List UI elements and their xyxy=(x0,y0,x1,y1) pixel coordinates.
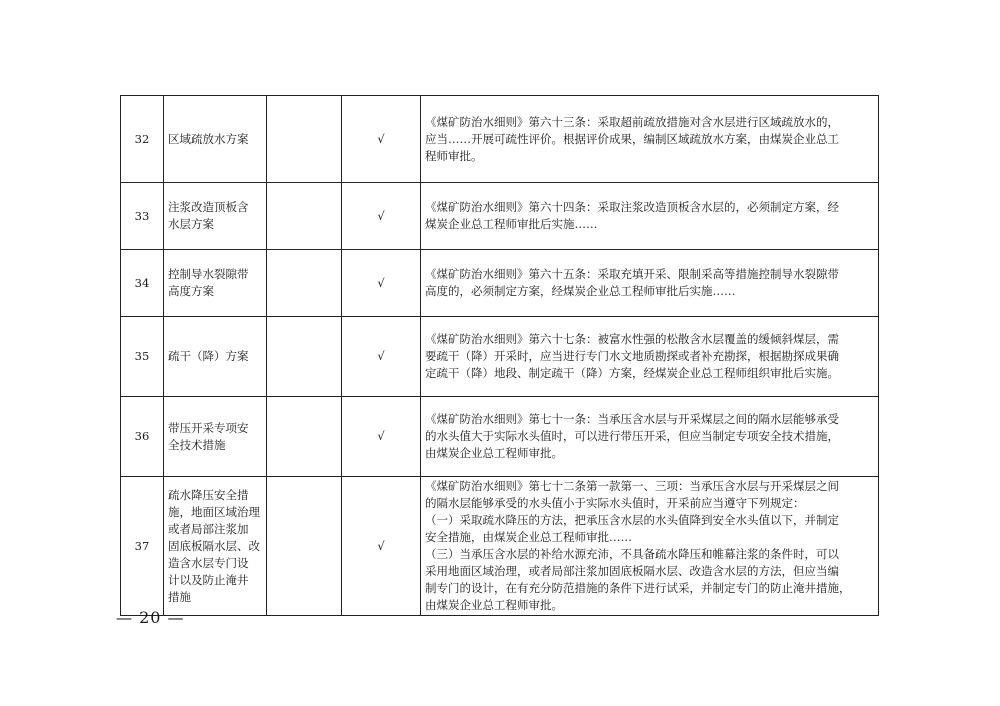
regulation-basis-line: 由煤炭企业总工程师审批。 xyxy=(425,446,563,460)
item-name-line: 计以及防止淹井 xyxy=(168,572,249,587)
item-name-line: 区域疏放水方案 xyxy=(168,131,249,146)
check-mark: √ xyxy=(342,250,421,317)
regulation-basis-line: 的隔水层能够承受的水头值小于实际水头值时，开采前应当遵守下列规定： xyxy=(425,496,805,510)
item-name-line: 水层方案 xyxy=(168,217,214,231)
item-name-line: 措施 xyxy=(168,589,191,604)
item-name-line: 固底板隔水层、改 xyxy=(168,538,260,553)
regulation-basis-line: 定疏干（降）地段、制定疏干（降）方案，经煤炭企业总工程师组织审批后实施。 xyxy=(425,366,839,380)
item-name-cell xyxy=(164,250,267,317)
item-name-cell xyxy=(164,96,267,183)
regulation-basis-line: 应当……开展可疏性评价。根据评价成果，编制区域疏放水方案，由煤炭企业总工 xyxy=(425,131,839,146)
check-mark: √ xyxy=(342,317,421,397)
row-number: 35 xyxy=(121,317,164,397)
item-name-line: 控制导水裂隙带 xyxy=(168,267,249,281)
table-row xyxy=(121,397,879,477)
item-name-line: 注浆改造顶板含 xyxy=(168,200,249,214)
item-name-line: 造含水层专门设 xyxy=(168,555,249,570)
regulation-basis-cell xyxy=(421,250,879,317)
check-mark: √ xyxy=(342,96,421,183)
item-name-line: 施，地面区域治理 xyxy=(168,504,260,519)
table-row xyxy=(121,477,879,616)
empty-cell xyxy=(267,477,342,616)
regulation-basis-cell xyxy=(421,317,879,397)
regulation-basis-cell xyxy=(421,397,879,477)
regulation-table xyxy=(120,95,879,616)
regulation-basis-line: 程师审批。 xyxy=(425,148,483,163)
empty-cell xyxy=(267,183,342,250)
regulation-basis-line: 《煤矿防治水细则》第六十四条：采取注浆改造顶板含水层的，必须制定方案，经 xyxy=(425,200,839,214)
regulation-basis-cell xyxy=(421,183,879,250)
row-number: 37 xyxy=(121,477,164,616)
regulation-basis-line: 《煤矿防治水细则》第六十三条：采取超前疏放措施对含水层进行区域疏放水的， xyxy=(425,114,839,129)
check-mark: √ xyxy=(342,183,421,250)
item-name-line: 高度方案 xyxy=(168,284,214,298)
regulation-basis-line: 安全措施，由煤炭企业总工程师审批…… xyxy=(425,530,632,544)
regulation-basis-line: 《煤矿防治水细则》第六十五条：采取充填开采、限制采高等措施控制导水裂隙带 xyxy=(425,267,839,281)
regulation-basis-line: 要疏干（降）开采时，应当进行专门水文地质勘探或者补充勘探，根据勘探成果确 xyxy=(425,349,839,363)
item-name-cell xyxy=(164,477,267,616)
regulation-basis-line: （三）当承压含水层的补给水源充沛，不具备疏水降压和帷幕注浆的条件时，可以 xyxy=(425,547,839,561)
row-number: 33 xyxy=(121,183,164,250)
item-name-line: 全技术措施 xyxy=(168,437,226,452)
page-number: — 20 — xyxy=(116,608,185,627)
regulation-basis-cell xyxy=(421,96,879,183)
item-name-cell xyxy=(164,397,267,477)
regulation-basis-line: 由煤炭企业总工程师审批。 xyxy=(425,598,563,612)
regulation-basis-line: 采用地面区域治理，或者局部注浆加固底板隔水层、改造含水层的方法，但应当编 xyxy=(425,564,839,578)
empty-cell xyxy=(267,250,342,317)
regulation-basis-line: 《煤矿防治水细则》第七十二条第一款第一、三项：当承压含水层与开采煤层之间 xyxy=(425,479,839,493)
table-body xyxy=(121,96,879,616)
item-name-cell xyxy=(164,317,267,397)
item-name-line: 带压开采专项安 xyxy=(168,420,249,435)
check-mark: √ xyxy=(342,477,421,616)
item-name-cell xyxy=(164,183,267,250)
table-row xyxy=(121,96,879,183)
table-row xyxy=(121,183,879,250)
row-number: 34 xyxy=(121,250,164,317)
regulation-basis-line: （一）采取疏水降压的方法，把承压含水层的水头值降到安全水头值以下，并制定 xyxy=(425,513,839,527)
empty-cell xyxy=(267,397,342,477)
regulation-basis-line: 煤炭企业总工程师审批后实施…… xyxy=(425,217,598,231)
regulation-basis-cell xyxy=(421,477,879,616)
item-name-line: 疏水降压安全措 xyxy=(168,487,249,502)
empty-cell xyxy=(267,317,342,397)
regulation-basis-line: 高度的，必须制定方案，经煤炭企业总工程师审批后实施…… xyxy=(425,284,736,298)
regulation-basis-line: 《煤矿防治水细则》第七十一条：当承压含水层与开采煤层之间的隔水层能够承受 xyxy=(425,412,839,426)
regulation-basis-line: 的水头值大于实际水头值时，可以进行带压开采，但应当制定专项安全技术措施， xyxy=(425,429,839,443)
table-row xyxy=(121,317,879,397)
table-row xyxy=(121,250,879,317)
regulation-basis-line: 制专门的设计，在有充分防范措施的条件下进行试采，并制定专门的防止淹井措施， xyxy=(425,581,851,595)
row-number: 36 xyxy=(121,397,164,477)
item-name-line: 疏干（降）方案 xyxy=(168,349,249,363)
item-name-line: 或者局部注浆加 xyxy=(168,521,249,536)
empty-cell xyxy=(267,96,342,183)
regulation-basis-line: 《煤矿防治水细则》第六十七条：被富水性强的松散含水层覆盖的缓倾斜煤层，需 xyxy=(425,332,839,346)
check-mark: √ xyxy=(342,397,421,477)
row-number: 32 xyxy=(121,96,164,183)
